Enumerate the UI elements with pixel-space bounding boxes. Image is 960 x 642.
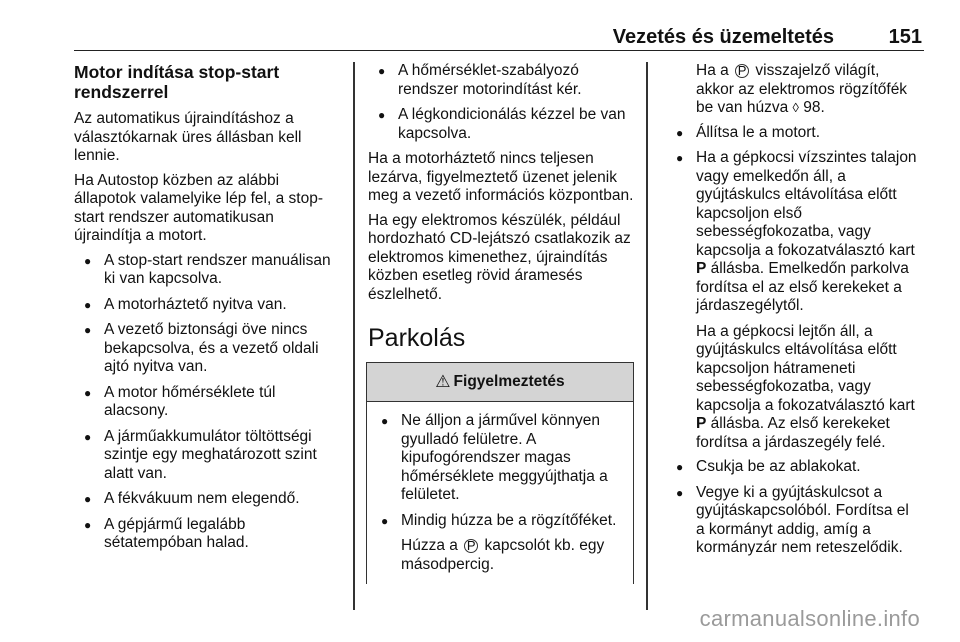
warning-title: Figyelmeztetés (453, 372, 565, 390)
column-2 (368, 62, 634, 584)
bullet-list (371, 412, 625, 530)
paragraph: Húzza a P kapcsolót kb. egy másodpercig. (401, 537, 605, 573)
watermark: carmanualsonline.info (699, 606, 920, 631)
list-item: ● A gépjármű legalább sétatempóban halad. (74, 516, 342, 553)
list-item: ● Mindig húzza be a rögzítőféket. (371, 512, 625, 531)
bullet-list (368, 62, 634, 143)
header-title: Vezetés és üzemeltetés (612, 26, 834, 48)
paragraph: Ha Autostop közben az alábbi állapotok valamelyike lép fel, a stop-start rendszer automatikusan újraindítja a motort. (74, 171, 323, 244)
column-divider-2 (646, 62, 648, 610)
list-item: ● Vegye ki a gyújtáskulcsot a gyújtáskapcsolóból. Fordítsa el a kormányt addig, amíg a kormányzár nem reteszelődik. (666, 484, 920, 558)
list-item: ● A járműakkumulátor töltöttségi szintje egy meghatározott szint alatt van. (74, 428, 342, 484)
list-item: ● Csukja be az ablakokat. (666, 458, 920, 477)
list-item: ● A hőmérséklet-szabályozó rendszer motorindítást kér. (368, 62, 634, 99)
column-divider-1 (353, 62, 355, 610)
page-number: 151 (888, 26, 922, 48)
parking-brake-icon: P (464, 539, 478, 553)
list-item: ● A motorháztető nyitva van. (74, 296, 342, 315)
parking-brake-icon: P (735, 64, 749, 78)
paragraph: Ha egy elektromos készülék, például hordozható CD-lejátszó csatlakozik az elektromos kimenethez, újraindítás közben esetleg rövid áramesés észlelhető. (368, 211, 631, 303)
list-item: ● Ne álljon a járművel könnyen gyulladó felületre. A kipufogórendszer magas hőmérséklete meggyújthatja a felületet. (371, 412, 625, 505)
warning-header (367, 362, 633, 402)
column-1 (74, 62, 342, 560)
list-item: ● A légkondicionálás kézzel be van kapcsolva. (368, 106, 634, 143)
list-item: ● A motor hőmérséklete túl alacsony. (74, 384, 342, 421)
list-item: ● A fékvákuum nem elegendő. (74, 490, 342, 509)
bullet-list (666, 124, 920, 316)
page-ref: 98. (803, 99, 825, 116)
bullet-list (666, 458, 920, 558)
column-3 (666, 62, 920, 565)
warning-triangle-icon: ⚠ (435, 371, 451, 391)
list-item: ● Ha a gépkocsi vízszintes talajon vagy emelkedőn áll, a gyújtáskulcs eltávolítása előtt kapcsoljon első sebességfokozatba, vagy kapcsolja a fokozatválasztó kart P állásba. Emelkedőn parkolva fordítsa el az első kerekeket a járdaszegélytől. (666, 149, 920, 316)
section-title: Parkolás (368, 324, 466, 352)
page-header (74, 22, 924, 51)
bullet-list (74, 252, 342, 553)
warning-box (366, 362, 634, 584)
paragraph: Ha a gépkocsi lejtőn áll, a gyújtáskulcs eltávolítása előtt kapcsoljon hátrameneti sebességfokozatba, vagy kapcsolja a fokozatválasztó kart P állásba. Az első kerekeket fordítsa a járdaszegély felé. (696, 322, 915, 451)
paragraph: Ha a motorháztető nincs teljesen lezárva, figyelmeztető üzenet jelenik meg a vezető információs központban. (368, 150, 634, 204)
warning-body (367, 402, 633, 584)
list-item: ● A stop-start rendszer manuálisan ki van kapcsolva. (74, 252, 342, 289)
list-item: ● A vezető biztonsági öve nincs bekapcsolva, és a vezető oldali ajtó nyitva van. (74, 321, 342, 377)
list-item: ● Állítsa le a motort. (666, 124, 920, 143)
section-heading: Motor indítása stop-start rendszerrel (74, 62, 280, 102)
page-ref-icon: ◊ (792, 100, 799, 115)
paragraph: Ha a P visszajelző világít, akkor az elektromos rögzítőfék be van húzva ◊ 98. (696, 62, 908, 116)
paragraph: Az automatikus újraindításhoz a választókarnak üres állásban kell lennie. (74, 110, 302, 164)
